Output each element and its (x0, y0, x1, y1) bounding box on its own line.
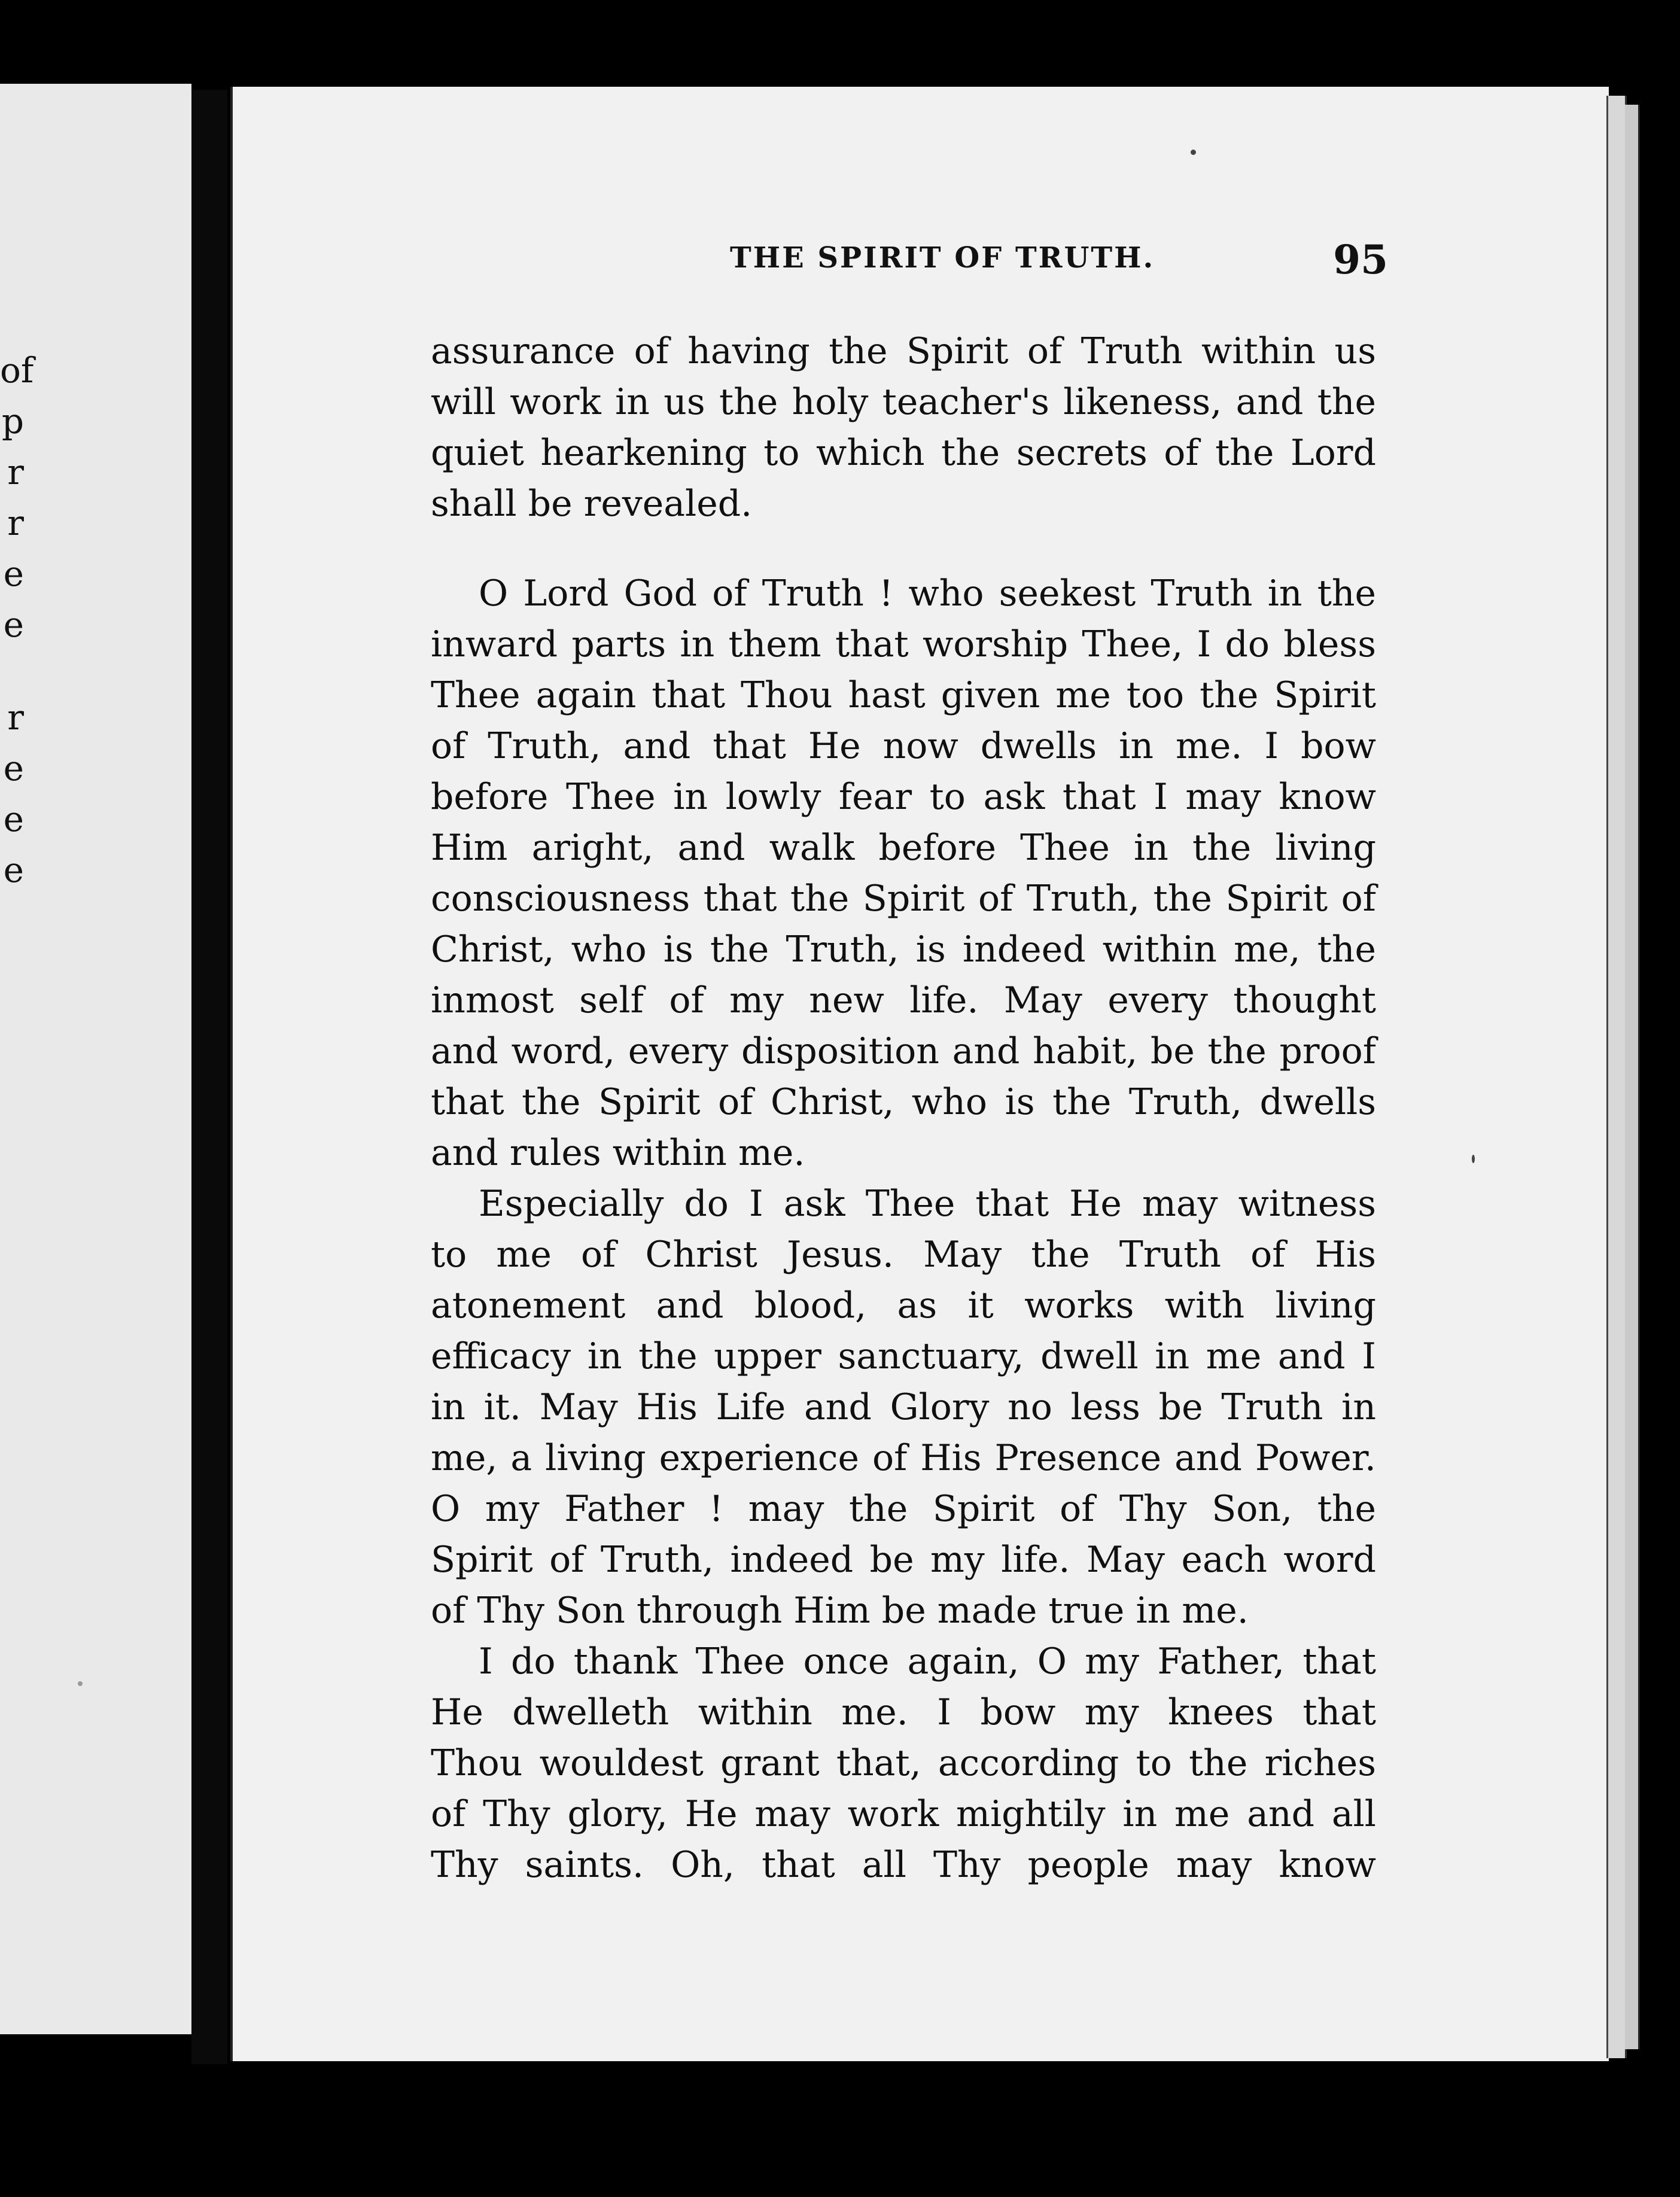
text-line: Thee again that Thou hast given me too the Spirit (431, 674, 1376, 716)
text-line: and rules within me. (431, 1132, 805, 1174)
facing-page (0, 84, 191, 2034)
facing-page-fragment: of (0, 350, 34, 391)
text-line: of Truth, and that He now dwells in me. I bow (431, 725, 1376, 767)
text-line: O my Father ! may the Spirit of Thy Son, the (431, 1488, 1376, 1530)
text-line: Spirit of Truth, indeed be my life. May each word (431, 1539, 1376, 1581)
text-line: that the Spirit of Christ, who is the Truth, dwells (431, 1081, 1376, 1123)
paragraph (431, 568, 1376, 1179)
text-line: Christ, who is the Truth, is indeed within me, the (431, 929, 1376, 970)
facing-page-fragment: r (7, 503, 24, 543)
page-number: 95 (1333, 236, 1388, 283)
text-line: efficacy in the upper sanctuary, dwell in me and I (431, 1335, 1376, 1377)
text-line: atonement and blood, as it works with living (431, 1285, 1376, 1326)
page-header (730, 236, 1388, 284)
text-line: in it. May His Life and Glory no less be Truth in (431, 1386, 1376, 1428)
text-line: inmost self of my new life. May every thought (431, 979, 1376, 1021)
text-line: to me of Christ Jesus. May the Truth of His (431, 1234, 1376, 1276)
text-line: quiet hearkening to which the secrets of the Lord (431, 432, 1376, 474)
facing-page-fragment: e (3, 799, 24, 839)
body-text (431, 326, 1376, 1891)
text-line: shall be revealed. (431, 483, 753, 525)
text-line: Thou wouldest grant that, according to the riches (431, 1742, 1376, 1784)
page-edge (1606, 96, 1627, 2058)
scan-speck (1472, 1155, 1475, 1163)
facing-page-fragment: e (3, 850, 24, 890)
text-line: consciousness that the Spirit of Truth, the Spirit of (431, 878, 1376, 920)
text-line: Especially do I ask Thee that He may witness (479, 1183, 1376, 1225)
facing-page-fragment: p (1, 401, 24, 442)
text-line: will work in us the holy teacher's likeness, and the (431, 381, 1376, 423)
paragraph (431, 326, 1376, 530)
facing-page-fragment: r (7, 697, 24, 738)
text-line: He dwelleth within me. I bow my knees that (431, 1691, 1376, 1733)
scan-speck (1191, 150, 1196, 155)
text-line: of Thy Son through Him be made true in me. (431, 1590, 1249, 1632)
facing-page-fragment: e (3, 553, 24, 594)
facing-page-fragment: e (3, 748, 24, 789)
facing-page-fragment: e (3, 604, 24, 645)
paragraph (431, 1179, 1376, 1636)
text-line: me, a living experience of His Presence and Power. (431, 1437, 1376, 1479)
page-edge (1625, 105, 1640, 2049)
scan-speck (78, 1681, 83, 1686)
text-line: I do thank Thee once again, O my Father, that (479, 1641, 1376, 1682)
text-line: Him aright, and walk before Thee in the living (431, 827, 1376, 869)
text-line: assurance of having the Spirit of Truth within us (431, 330, 1376, 372)
running-title: THE SPIRIT OF TRUTH. (730, 241, 1155, 275)
text-line: of Thy glory, He may work mightily in me and all (431, 1793, 1376, 1835)
paragraph (431, 1636, 1376, 1891)
facing-page-fragment: r (7, 452, 24, 492)
paragraph-gap (431, 530, 1376, 568)
text-line: before Thee in lowly fear to ask that I may know (431, 776, 1376, 818)
text-line: O Lord God of Truth ! who seekest Truth in the (479, 573, 1376, 614)
book-gutter (191, 90, 227, 2064)
text-line: and word, every disposition and habit, be the proof (431, 1030, 1376, 1072)
text-line: inward parts in them that worship Thee, I do bless (431, 623, 1376, 665)
text-line: Thy saints. Oh, that all Thy people may know (431, 1844, 1376, 1886)
